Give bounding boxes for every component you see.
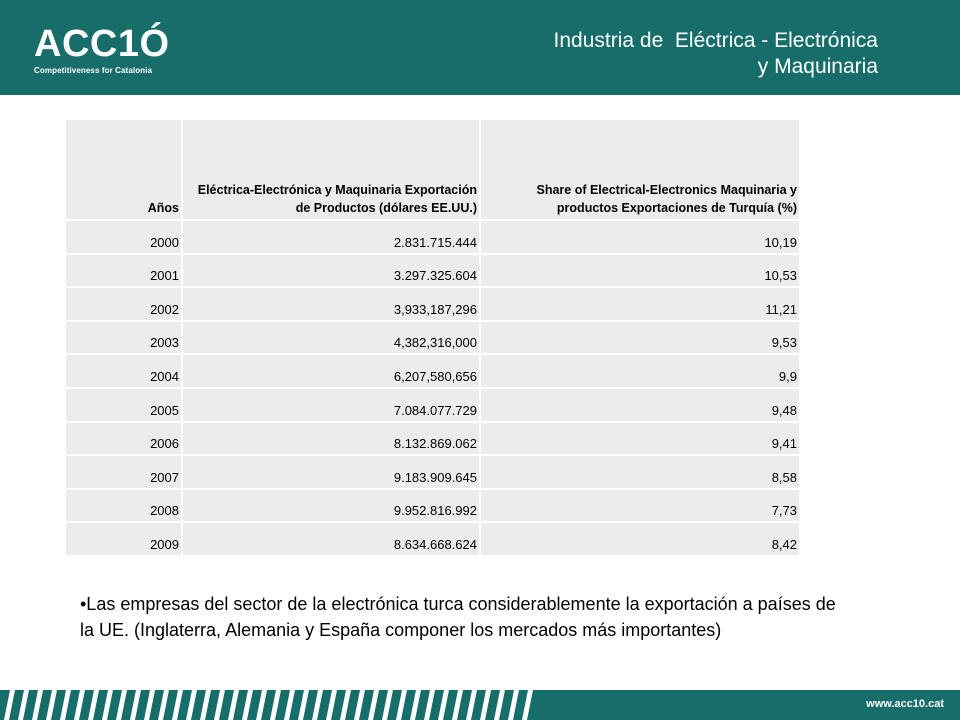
table-row [66, 490, 799, 522]
header-export-value: Eléctrica-Electrónica y Maquinaria Exportación de Productos (dólares EE.UU.) [183, 120, 479, 219]
stripe [214, 690, 225, 720]
stripe [186, 690, 197, 720]
stripe [340, 690, 351, 720]
header-bar [0, 0, 960, 95]
table-row [66, 423, 799, 455]
cell-year: 2007 [66, 456, 181, 488]
cell-export-value: 2.831.715.444 [183, 221, 479, 253]
table-row [66, 523, 799, 555]
table-row [66, 456, 799, 488]
stripe [270, 690, 281, 720]
table-row [66, 322, 799, 354]
stripe [424, 690, 435, 720]
page-title [554, 28, 878, 80]
table-header-row [66, 120, 799, 219]
cell-year: 2001 [66, 255, 181, 287]
header-years: Años [66, 120, 181, 219]
stripe [46, 690, 57, 720]
cell-share: 7,73 [481, 490, 799, 522]
export-table [64, 118, 801, 557]
acc10-logo [34, 23, 170, 76]
stripe [354, 690, 365, 720]
cell-export-value: 3,933,187,296 [183, 288, 479, 320]
title-line-1: Industria de Eléctrica - Electrónica [553, 29, 878, 52]
stripe [102, 690, 113, 720]
cell-export-value: 7.084.077.729 [183, 389, 479, 421]
stripe [158, 690, 169, 720]
stripe [438, 690, 449, 720]
stripe [452, 690, 463, 720]
cell-export-value: 6,207,580,656 [183, 355, 479, 387]
cell-share: 9,9 [481, 355, 799, 387]
stripe [508, 690, 519, 720]
cell-share: 8,58 [481, 456, 799, 488]
cell-year: 2005 [66, 389, 181, 421]
stripe [200, 690, 211, 720]
stripe [298, 690, 309, 720]
cell-year: 2008 [66, 490, 181, 522]
bullet-text: •Las empresas del sector de la electrónica turca considerablemente la exportación a países de la UE. (Inglaterra, Alemania y España componer los mercados más importantes) [80, 594, 836, 640]
stripe [130, 690, 141, 720]
stripe [494, 690, 505, 720]
cell-year: 2004 [66, 355, 181, 387]
cell-export-value: 4,382,316,000 [183, 322, 479, 354]
cell-share: 9,53 [481, 322, 799, 354]
stripe [60, 690, 71, 720]
stripe [32, 690, 43, 720]
cell-year: 2009 [66, 523, 181, 555]
stripe [382, 690, 393, 720]
cell-export-value: 9.183.909.645 [183, 456, 479, 488]
stripe [228, 690, 239, 720]
stripe [116, 690, 127, 720]
cell-export-value: 9.952.816.992 [183, 490, 479, 522]
stripe [312, 690, 323, 720]
stripe [480, 690, 491, 720]
stripe [18, 690, 29, 720]
cell-year: 2003 [66, 322, 181, 354]
cell-year: 2002 [66, 288, 181, 320]
stripe [368, 690, 379, 720]
logo-tagline: Competitiveness for Catalonia [34, 66, 153, 75]
stripe [144, 690, 155, 720]
table-row [66, 221, 799, 253]
stripe [256, 690, 267, 720]
logo-text: ACC1Ó [34, 23, 170, 65]
stripe [410, 690, 421, 720]
header-export-share: Share of Electrical-Electronics Maquinaria y productos Exportaciones de Turquía (%) [481, 120, 799, 219]
stripes-decoration [0, 690, 560, 720]
table-row [66, 355, 799, 387]
footer-bar [0, 690, 960, 720]
cell-export-value: 8.634.668.624 [183, 523, 479, 555]
stripe [522, 690, 533, 720]
stripe [242, 690, 253, 720]
stripe [172, 690, 183, 720]
table-row [66, 389, 799, 421]
cell-export-value: 8.132.869.062 [183, 423, 479, 455]
title-line-2: y Maquinaria [757, 55, 878, 78]
cell-share: 9,41 [481, 423, 799, 455]
cell-share: 10,53 [481, 255, 799, 287]
cell-year: 2006 [66, 423, 181, 455]
cell-export-value: 3.297.325.604 [183, 255, 479, 287]
stripe [4, 690, 15, 720]
cell-share: 10,19 [481, 221, 799, 253]
cell-share: 11,21 [481, 288, 799, 320]
website-link[interactable]: www.acc10.cat [866, 698, 944, 710]
stripe [74, 690, 85, 720]
table-row [66, 288, 799, 320]
table-row [66, 255, 799, 287]
stripe [284, 690, 295, 720]
stripe [396, 690, 407, 720]
stripe [326, 690, 337, 720]
cell-share: 8,42 [481, 523, 799, 555]
cell-year: 2000 [66, 221, 181, 253]
stripe [88, 690, 99, 720]
cell-share: 9,48 [481, 389, 799, 421]
stripe [466, 690, 477, 720]
